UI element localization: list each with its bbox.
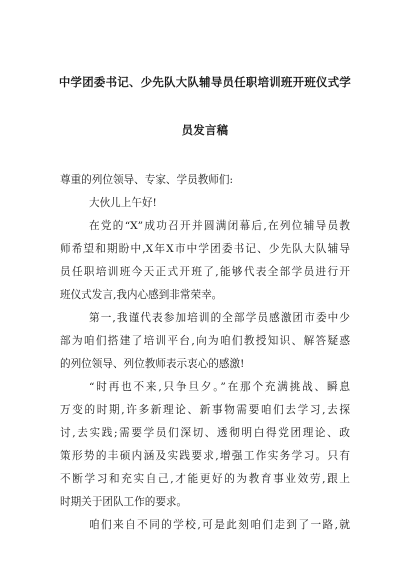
greeting: 大伙儿上午好! [89,197,157,209]
paragraph-line: “时再也不来,只争旦夕。”在那个充满挑战、瞬息 [89,381,350,393]
paragraph-line: 万变的时期,许多新理论、新事物需要咱们去学习,去探 [60,404,350,416]
paragraph-line: 咱们来自不同的学校,可是此刻咱们走到了一路,就 [89,519,350,531]
salutation: 尊重的列位领导、专家、学员教师们: [60,174,234,186]
paragraph-line: 讨,去实践;需要学员们深切、透彻明白得党团理论、政 [60,427,350,439]
paragraph-line: 不断学习和充实自己,才能更好的为教育事业效劳,跟上 [60,473,350,485]
paragraph-line: 员任职培训班今天正式开班了,能够代表全部学员进行开 [60,266,350,278]
paragraph-line: 师希望和期盼中,X年X市中学团委书记、少先队大队辅导 [60,243,350,255]
paragraph-line: 策形势的丰硕内涵及实践要求,增强工作实务学习。只有 [60,450,350,462]
paragraph-line: 的列位领导、列位教师表示衷心的感激! [60,358,245,370]
paragraph-line: 第一,我谨代表参加培训的全部学员感激团市委中少 [89,312,350,324]
document-title-line-1: 中学团委书记、少先队大队辅导员任职培训班开班仪式学 [58,75,352,89]
paragraph-line: 在党的“X”成功召开并圆满闭幕后,在列位辅导员教 [89,220,350,232]
paragraph-line: 部为咱们搭建了培训平台,向为咱们教授知识、解答疑惑 [60,335,350,347]
paragraph-line: 班仪式发言,我内心感到非常荣幸。 [60,289,223,301]
document-title-line-2: 员发言稿 [181,123,229,137]
paragraph-line: 时期关于团队工作的要求。 [60,496,188,508]
